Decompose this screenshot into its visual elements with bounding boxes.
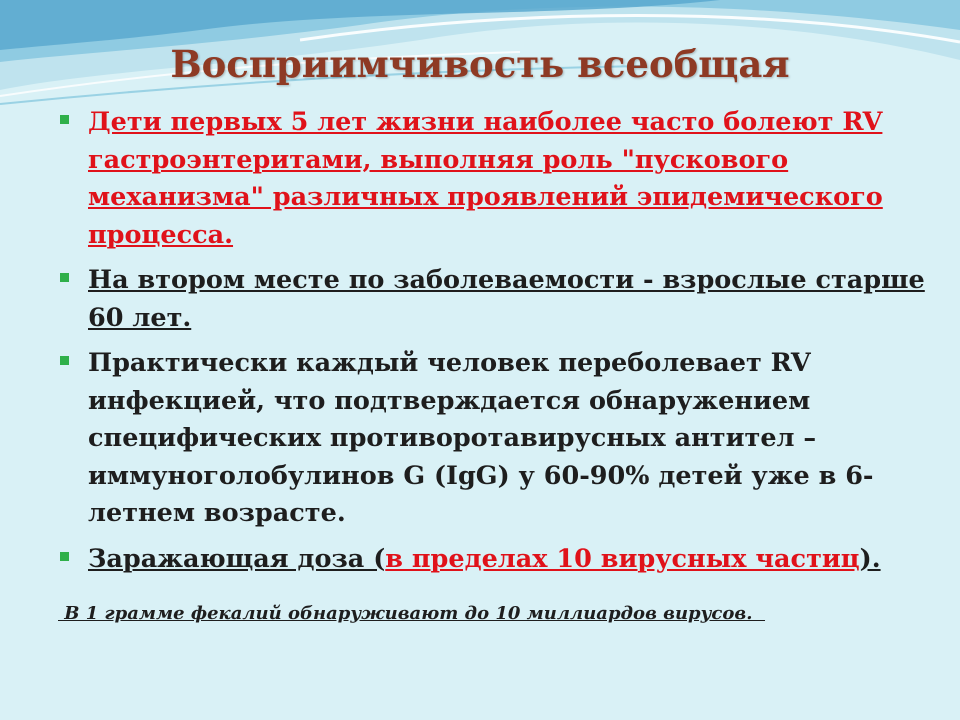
bullet-list xyxy=(58,104,938,586)
bullet-text-adults: На втором месте по заболеваемости - взрослые старше 60 лет. xyxy=(88,265,925,333)
footnote: В 1 грамме фекалий обнаруживают до 10 миллиардов вирусов. xyxy=(58,603,766,624)
bullet-text-dose-highlight: в пределах 10 вирусных частиц xyxy=(385,543,860,574)
slide-title: Восприимчивость всеобщая xyxy=(170,42,790,86)
bullet-square-icon xyxy=(60,273,69,282)
bullet-item-4 xyxy=(58,541,938,579)
bullet-item-1 xyxy=(58,104,938,254)
bullet-text-dose-start: Заражающая доза ( xyxy=(88,543,386,574)
bullet-text-dose-end: ). xyxy=(859,543,881,574)
bullet-square-icon xyxy=(60,356,69,365)
bullet-item-3 xyxy=(58,345,938,533)
bullet-square-icon xyxy=(60,115,69,124)
bullet-text-children: Дети первых 5 лет жизни наиболее часто болеют RV гастроэнтеритами, выполняя роль "пускового механизма" различных проявлений эпидемического процесса. xyxy=(88,107,883,250)
bullet-text-antibodies: Практически каждый человек переболевает RV инфекцией, что подтверждается обнаружением специфических противоротавирусных антител – иммуноголобулинов G (IgG) у 60-90% детей уже в 6-летнем возрасте. xyxy=(88,348,874,528)
bullet-item-2 xyxy=(58,262,938,337)
bullet-square-icon xyxy=(60,552,69,561)
